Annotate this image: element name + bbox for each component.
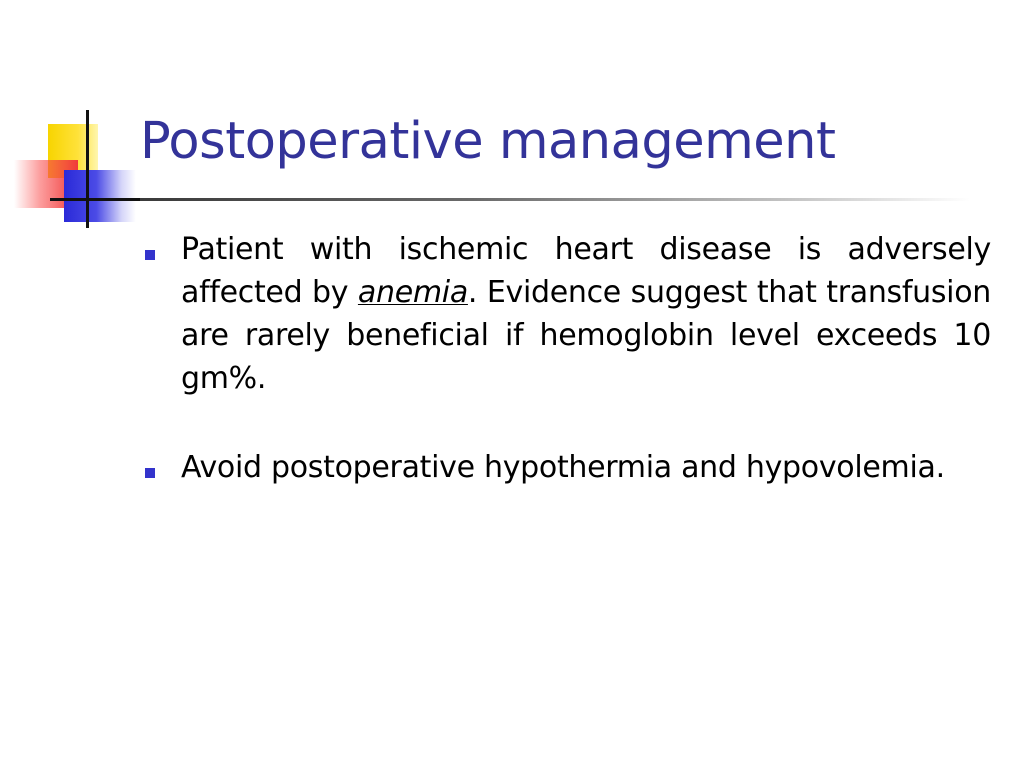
decorative-logo bbox=[0, 0, 160, 240]
blue-square-shape bbox=[64, 170, 136, 222]
bullet-text bbox=[181, 228, 991, 400]
bullet-text: Avoid postoperative hypothermia and hypovolemia. bbox=[181, 450, 945, 485]
bullet-text-before: Patient with ischemic heart disease is adversely affected by bbox=[181, 232, 991, 310]
bullet-list bbox=[145, 228, 991, 535]
horizontal-line-shape bbox=[50, 198, 146, 201]
bullet-item bbox=[145, 446, 991, 489]
bullet-item bbox=[145, 228, 991, 400]
bullet-text-after: . Evidence suggest that transfusion are rarely beneficial if hemoglobin level exceeds 10 gm%. bbox=[181, 275, 991, 396]
slide-title: Postoperative management bbox=[140, 112, 836, 171]
title-underline-rule bbox=[140, 198, 970, 201]
square-bullet-icon bbox=[145, 468, 155, 478]
square-bullet-icon bbox=[145, 250, 155, 260]
emphasized-term: anemia bbox=[357, 275, 468, 310]
vertical-line-shape bbox=[86, 110, 89, 228]
